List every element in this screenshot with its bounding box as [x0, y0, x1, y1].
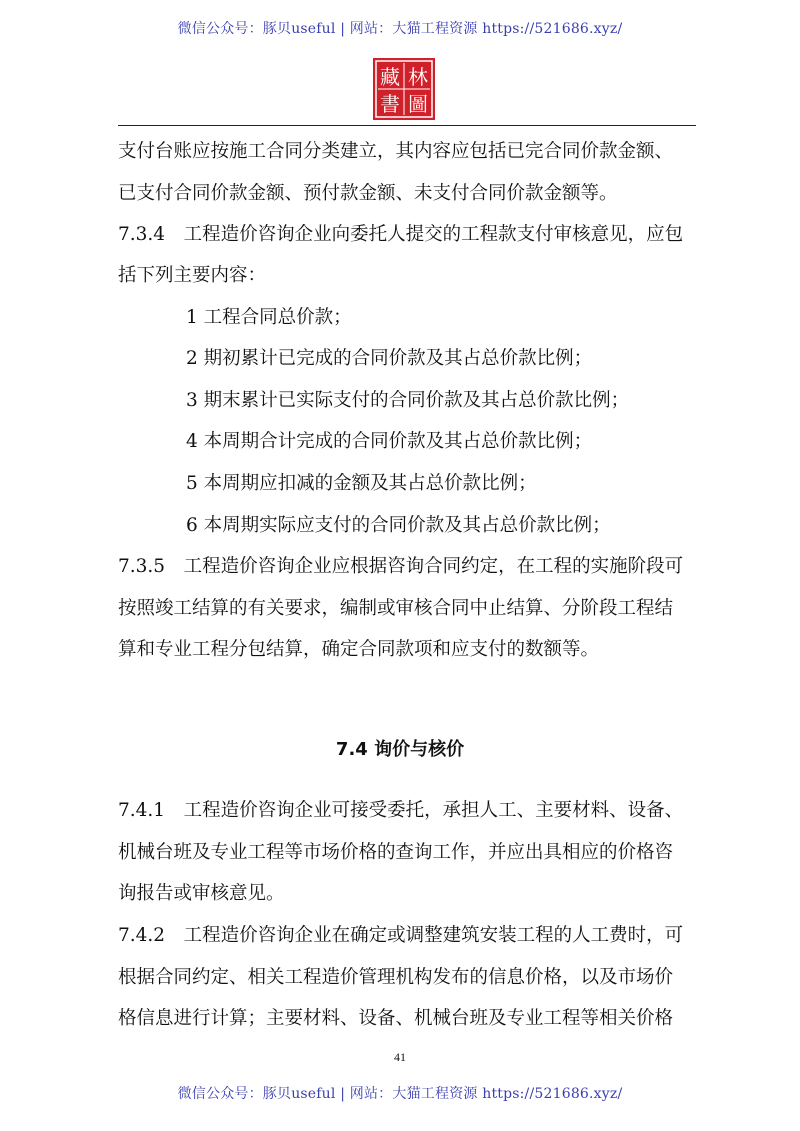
- clause-7-4-1: 7.4.1 工程造价咨询企业可接受委托，承担人工、主要材料、设备、: [118, 800, 684, 821]
- section-title: 7.4 询价与核价: [335, 739, 465, 760]
- watermark-top: 微信公众号：豚贝useful | 网站：大猫工程资源 https://521686.xyz/: [177, 21, 623, 37]
- list-item: 1 工程合同总价款；: [186, 307, 352, 328]
- paragraph-line: 询报告或审核意见。: [118, 883, 285, 904]
- paragraph-line: 算和专业工程分包结算，确定合同款项和应支付的数额等。: [118, 639, 600, 660]
- paragraph-line: 已支付合同价款金额、预付款金额、未支付合同价款金额等。: [118, 183, 618, 204]
- clause-7-3-5: 7.3.5 工程造价咨询企业应根据咨询合同约定，在工程的实施阶段可: [118, 556, 684, 577]
- list-item: 2 期初累计已完成的合同价款及其占总价款比例；: [186, 348, 593, 369]
- clause-7-4-2: 7.4.2 工程造价咨询企业在确定或调整建筑安装工程的人工费时，可: [118, 925, 684, 946]
- paragraph-line: 格信息进行计算；主要材料、设备、机械台班及专业工程等相关价格: [118, 1008, 674, 1029]
- list-item: 6 本周期实际应支付的合同价款及其占总价款比例；: [186, 515, 611, 536]
- seal-glyph-right-top: 林: [408, 65, 428, 89]
- seal-glyph-bottom-left: 書: [380, 92, 400, 116]
- watermark-bottom: 微信公众号：豚贝useful | 网站：大猫工程资源 https://521686.xyz/: [177, 1086, 623, 1102]
- list-item: 3 期末累计已实际支付的合同价款及其占总价款比例；: [186, 390, 630, 411]
- header-divider: [118, 125, 696, 126]
- seal-glyph-right-bottom: 圖: [408, 92, 428, 116]
- paragraph-line: 括下列主要内容：: [118, 265, 267, 286]
- seal-stamp-icon: [373, 58, 435, 120]
- clause-7-3-4: 7.3.4 工程造价咨询企业向委托人提交的工程款支付审核意见，应包: [118, 224, 684, 245]
- paragraph-line: 根据合同约定、相关工程造价管理机构发布的信息价格，以及市场价: [118, 967, 674, 988]
- paragraph-line: 支付台账应按施工合同分类建立，其内容应包括已完合同价款金额、: [118, 141, 674, 162]
- list-item: 5 本周期应扣减的金额及其占总价款比例；: [186, 473, 537, 494]
- page-number: 41: [394, 1050, 406, 1064]
- paragraph-line: 机械台班及专业工程等市场价格的查询工作，并应出具相应的价格咨: [118, 842, 674, 863]
- list-item: 4 本周期合计完成的合同价款及其占总价款比例；: [186, 431, 593, 452]
- seal-glyph-left: 藏: [380, 65, 400, 89]
- paragraph-line: 按照竣工结算的有关要求，编制或审核合同中止结算、分阶段工程结: [118, 598, 674, 619]
